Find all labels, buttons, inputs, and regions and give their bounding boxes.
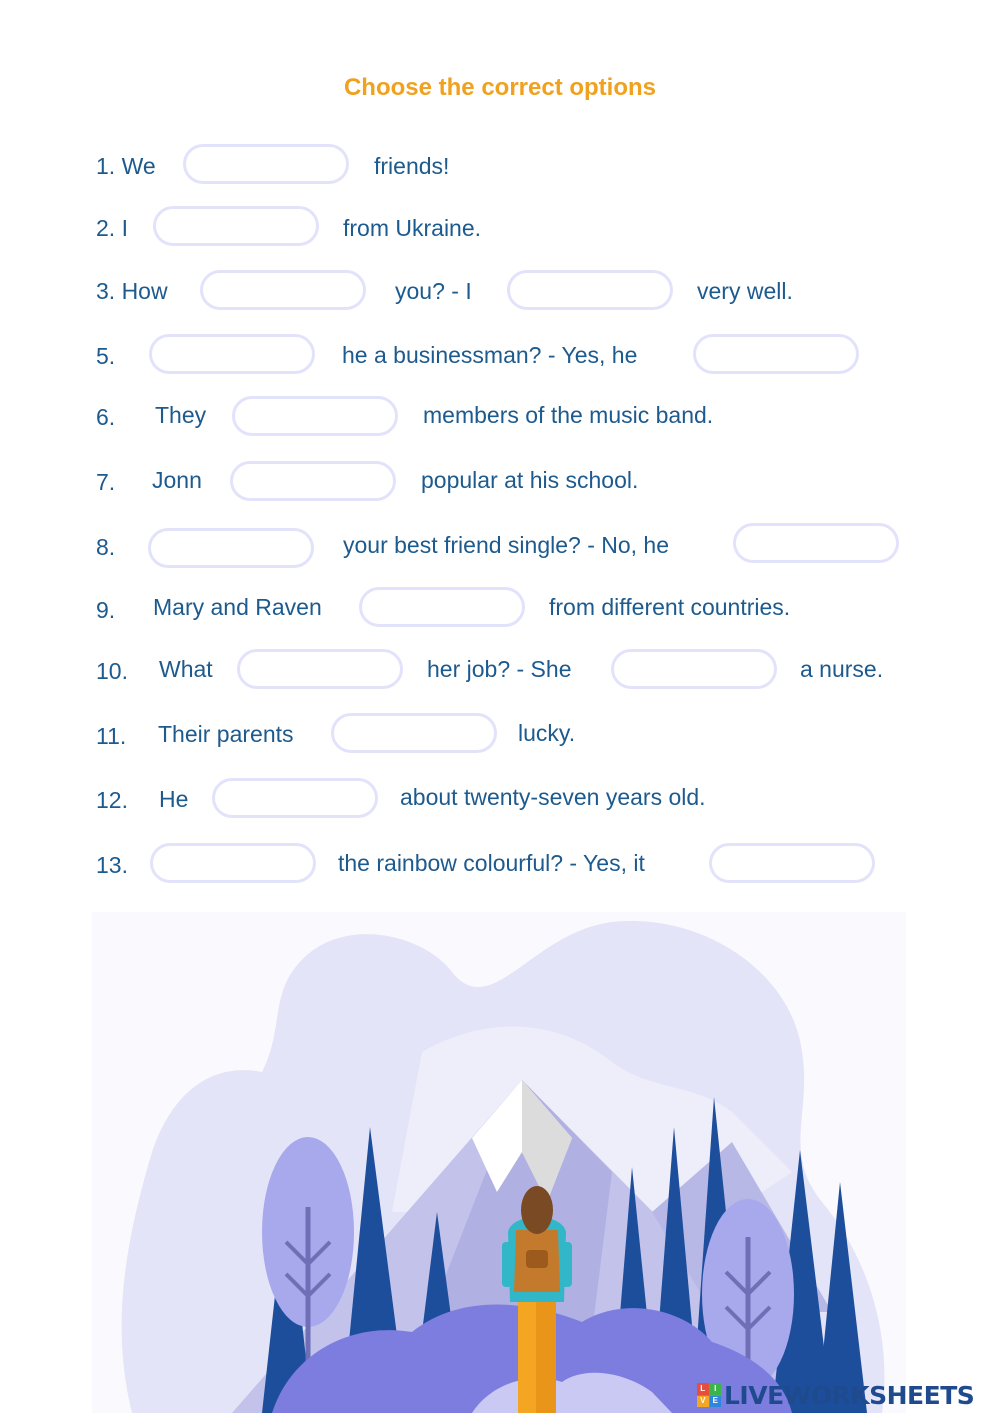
- row-8-blank-1[interactable]: [148, 528, 314, 568]
- row-11-text-lead: Their parents: [158, 721, 294, 747]
- row-6-number: 6.: [96, 404, 116, 430]
- row-10-number: 10.: [96, 658, 128, 684]
- row-10-text-after: a nurse.: [800, 656, 884, 682]
- row-5-text-middle: he a businessman? - Yes, he: [342, 342, 638, 368]
- row-9-number: 9.: [96, 597, 116, 623]
- logo-letter-v: V: [697, 1396, 709, 1408]
- row-6-text-after: members of the music band.: [423, 402, 714, 428]
- row-1-blank-1[interactable]: [183, 144, 349, 184]
- row-7-text-lead: Jonn: [152, 467, 202, 493]
- row-12-text-after: about twenty-seven years old.: [400, 784, 706, 810]
- logo-letter-i: I: [710, 1383, 722, 1395]
- row-6-blank-1[interactable]: [232, 396, 398, 436]
- row-2-text-after: from Ukraine.: [343, 215, 482, 241]
- row-7-blank-1[interactable]: [230, 461, 396, 501]
- logo-letter-l: L: [697, 1383, 709, 1395]
- row-3-blank-2[interactable]: [507, 270, 673, 310]
- row-12-text-lead: He: [159, 786, 189, 812]
- row-13-blank-2[interactable]: [709, 843, 875, 883]
- row-13-blank-1[interactable]: [150, 843, 316, 883]
- row-11-number: 11.: [96, 723, 127, 749]
- row-10-text-middle: her job? - She: [427, 656, 572, 682]
- row-9-blank-1[interactable]: [359, 587, 525, 627]
- row-5-blank-1[interactable]: [149, 334, 315, 374]
- row-9-text-after: from different countries.: [549, 594, 791, 620]
- row-7-number: 7.: [96, 469, 116, 495]
- row-10-blank-1[interactable]: [237, 649, 403, 689]
- row-1-text-after: friends!: [374, 153, 450, 179]
- row-11-text-after: lucky.: [518, 720, 576, 746]
- row-13-text-middle: the rainbow colourful? - Yes, it: [338, 850, 645, 876]
- row-3-text-middle: you? - I: [395, 278, 472, 304]
- row-8-text-middle: your best friend single? - No, he: [343, 532, 670, 558]
- row-2-blank-1[interactable]: [153, 206, 319, 246]
- row-10-text-lead: What: [159, 656, 213, 682]
- row-7-text-after: popular at his school.: [421, 467, 639, 493]
- row-6-text-lead: They: [155, 402, 207, 428]
- hiker-mountain-illustration: [92, 912, 906, 1413]
- row-10-blank-2[interactable]: [611, 649, 777, 689]
- row-3-blank-1[interactable]: [200, 270, 366, 310]
- brand-text: LIVEWORKSHEETS: [724, 1380, 975, 1410]
- row-2-number: 2. I: [96, 215, 128, 241]
- row-8-number: 8.: [96, 534, 116, 560]
- row-12-blank-1[interactable]: [212, 778, 378, 818]
- page-title: Choose the correct options: [343, 74, 657, 101]
- row-5-number: 5.: [96, 343, 116, 369]
- row-13-number: 13.: [96, 852, 128, 878]
- row-12-number: 12.: [96, 787, 128, 813]
- row-3-text-after: very well.: [697, 278, 793, 304]
- liveworksheets-brand: [697, 1378, 974, 1412]
- logo-letter-e: E: [710, 1396, 722, 1408]
- row-8-blank-2[interactable]: [733, 523, 899, 563]
- row-11-blank-1[interactable]: [331, 713, 497, 753]
- liveworksheets-logo-icon: [697, 1383, 721, 1407]
- row-9-text-lead: Mary and Raven: [153, 594, 322, 620]
- row-5-blank-2[interactable]: [693, 334, 859, 374]
- row-3-number: 3. How: [96, 278, 168, 304]
- row-1-number: 1. We: [96, 153, 156, 179]
